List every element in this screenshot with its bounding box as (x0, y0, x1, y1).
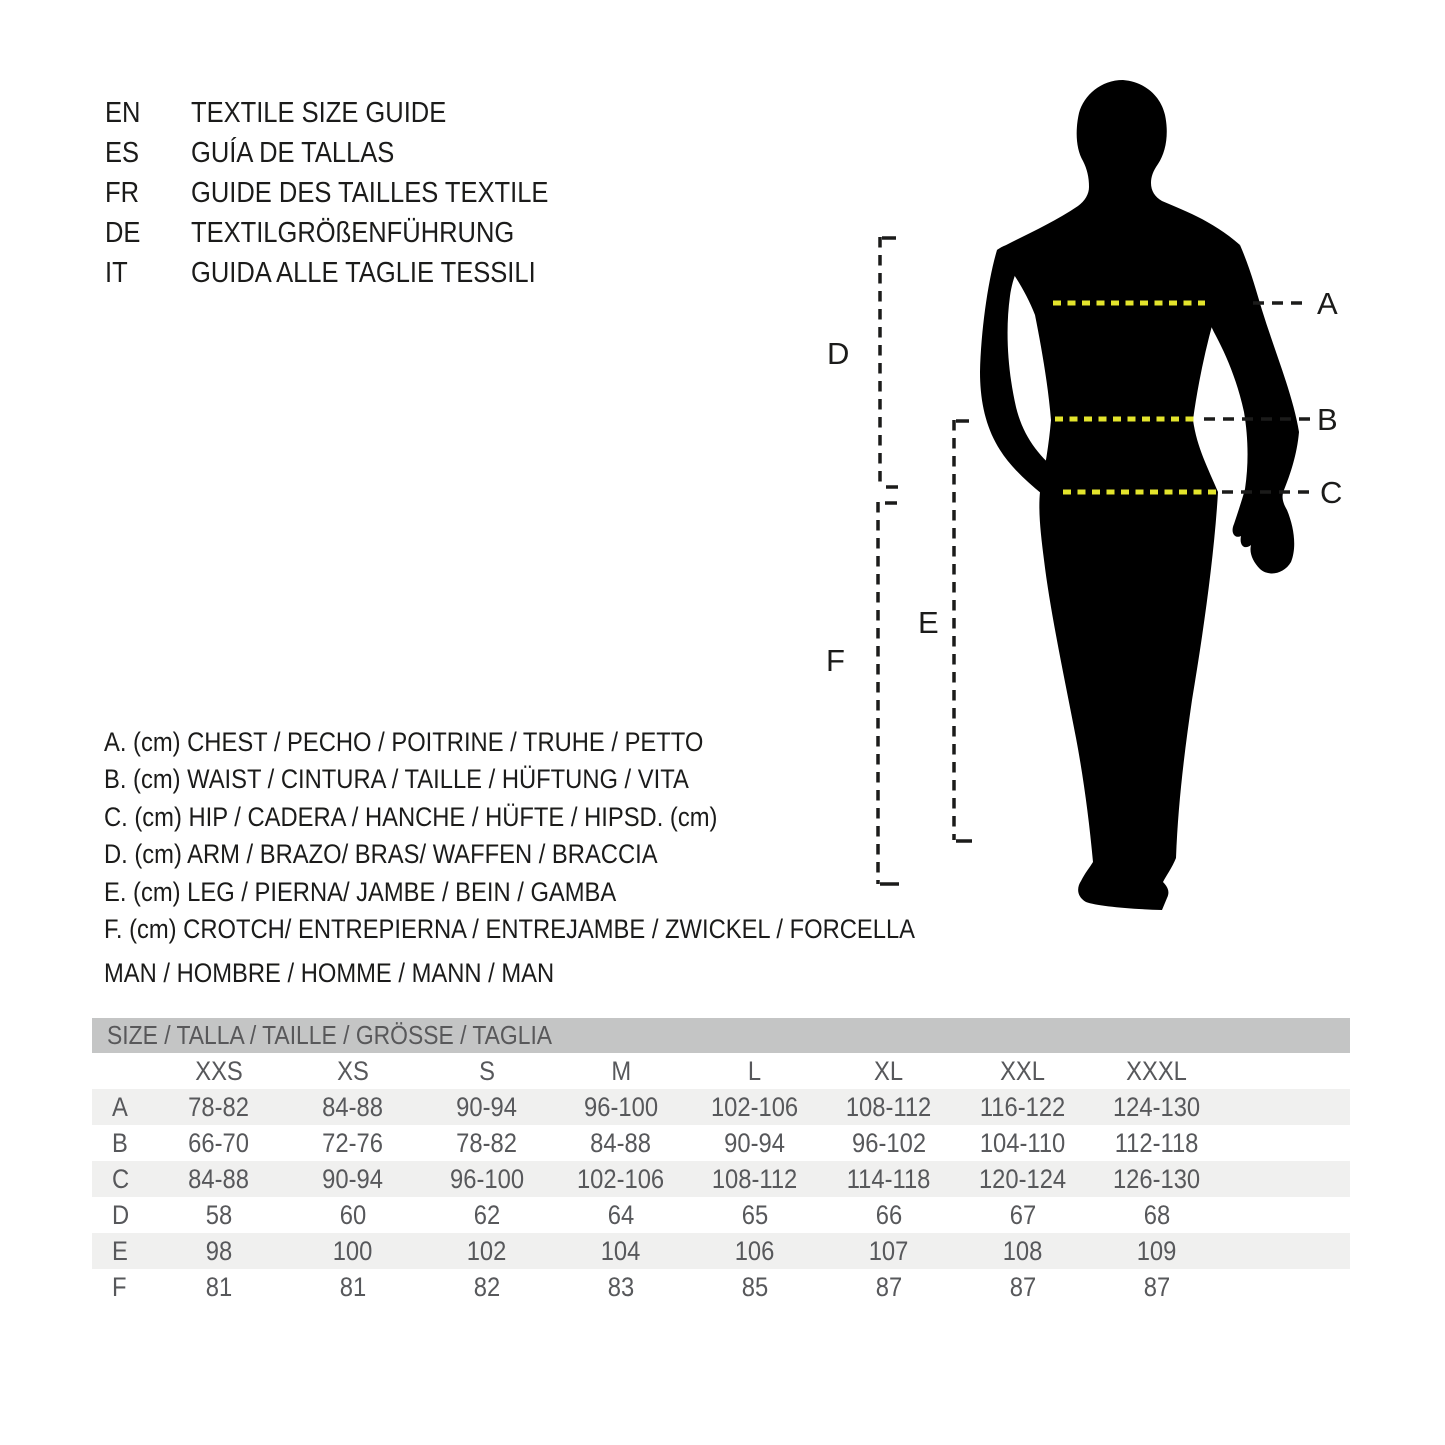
language-row-es (105, 133, 597, 173)
size-cell: 98 (205, 1235, 233, 1266)
gender-line: MAN / HOMBRE / HOMME / MANN / MAN (104, 958, 555, 988)
size-cell: 87 (1143, 1271, 1171, 1302)
size-cell: 84-88 (322, 1091, 384, 1122)
table-row-crotch (92, 1269, 1350, 1305)
column-header-xxxl: XXXL (1126, 1055, 1188, 1086)
size-cell: 90-94 (724, 1127, 786, 1158)
column-header-xs: XS (337, 1055, 369, 1086)
size-cell: 104 (601, 1235, 641, 1266)
language-code: EN (105, 97, 141, 129)
language-title-block (105, 93, 597, 293)
size-cell: 126-130 (1113, 1163, 1201, 1194)
table-row-waist (92, 1125, 1350, 1161)
size-cell: 66 (875, 1199, 903, 1230)
size-cell: 104-110 (980, 1127, 1066, 1158)
size-cell: 96-100 (583, 1091, 658, 1122)
size-cell: 67 (1009, 1199, 1037, 1230)
legend-item-crotch: F. (cm) CROTCH/ ENTREPIERNA / ENTREJAMBE / ZWICKEL / FORCELLA (104, 914, 916, 945)
size-cell: 65 (741, 1199, 769, 1230)
size-cell: 66-70 (188, 1127, 250, 1158)
size-cell: 82 (473, 1271, 501, 1302)
size-cell: 108-112 (712, 1163, 798, 1194)
guide-title-es: GUÍA DE TALLAS (191, 137, 395, 169)
size-table-title: SIZE / TALLA / TAILLE / GRÖSSE / TAGLIA (107, 1020, 553, 1050)
language-row-it (105, 253, 597, 293)
arm-marker-label: D (827, 336, 850, 371)
language-code: ES (105, 137, 140, 169)
crotch-marker-label: F (826, 643, 845, 678)
leg-marker-label: E (918, 605, 939, 640)
size-cell: 85 (741, 1271, 769, 1302)
size-table-titlebar (92, 1018, 1350, 1053)
size-cell: 102 (467, 1235, 507, 1266)
column-header-l: L (748, 1055, 762, 1086)
size-cell: 116-122 (980, 1091, 1066, 1122)
size-cell: 114-118 (847, 1163, 931, 1194)
guide-title-de: TEXTILGRÖßENFÜHRUNG (191, 217, 515, 249)
legend-item-waist: B. (cm) WAIST / CINTURA / TAILLE / HÜFTUNG / VITA (104, 764, 689, 795)
guide-title-it: GUIDA ALLE TAGLIE TESSILI (191, 257, 536, 289)
language-code: DE (105, 217, 141, 249)
hip-marker-label: C (1320, 475, 1343, 510)
size-cell: 96-102 (851, 1127, 926, 1158)
man-silhouette-right-arm (1203, 245, 1299, 573)
size-cell: 84-88 (590, 1127, 652, 1158)
legend-item-hip: C. (cm) HIP / CADERA / HANCHE / HÜFTE / HIPSD. (cm) (104, 801, 718, 832)
row-label: B (112, 1127, 128, 1158)
table-row-hip (92, 1161, 1350, 1197)
legend-item-leg: E. (cm) LEG / PIERNA/ JAMBE / BEIN / GAMBA (104, 876, 617, 907)
table-row-arm (92, 1197, 1350, 1233)
size-cell: 87 (875, 1271, 903, 1302)
size-cell: 62 (473, 1199, 501, 1230)
language-row-en (105, 93, 597, 133)
measurement-legend (104, 724, 1026, 948)
size-cell: 78-82 (188, 1091, 250, 1122)
size-cell: 87 (1009, 1271, 1037, 1302)
size-cell: 90-94 (456, 1091, 518, 1122)
column-header-m: M (611, 1055, 631, 1086)
guide-title-en: TEXTILE SIZE GUIDE (191, 97, 447, 129)
size-cell: 100 (333, 1235, 373, 1266)
size-cell: 64 (607, 1199, 635, 1230)
size-cell: 108 (1003, 1235, 1043, 1266)
size-cell: 124-130 (1113, 1091, 1201, 1122)
column-header-xl: XL (874, 1055, 904, 1086)
size-cell: 107 (869, 1235, 909, 1266)
size-cell: 112-118 (1115, 1127, 1199, 1158)
size-cell: 108-112 (846, 1091, 932, 1122)
waist-marker-label: B (1317, 402, 1338, 437)
size-cell: 60 (339, 1199, 367, 1230)
row-label: E (112, 1235, 128, 1266)
language-row-fr (105, 173, 597, 213)
column-header-xxs: XXS (195, 1055, 243, 1086)
table-row-leg (92, 1233, 1350, 1269)
size-cell: 120-124 (979, 1163, 1067, 1194)
size-cell: 96-100 (449, 1163, 524, 1194)
size-cell: 81 (205, 1271, 233, 1302)
row-label: A (112, 1091, 128, 1122)
size-cell: 78-82 (456, 1127, 518, 1158)
size-table-header-row (92, 1053, 1350, 1089)
size-cell: 83 (607, 1271, 635, 1302)
row-label: D (112, 1199, 130, 1230)
language-code: IT (105, 257, 128, 289)
row-label: C (112, 1163, 130, 1194)
size-cell: 90-94 (322, 1163, 384, 1194)
legend-item-chest: A. (cm) CHEST / PECHO / POITRINE / TRUHE / PETTO (104, 727, 704, 757)
size-cell: 109 (1137, 1235, 1177, 1266)
column-header-s: S (479, 1055, 495, 1086)
man-silhouette-body (997, 80, 1240, 910)
size-cell: 84-88 (188, 1163, 250, 1194)
column-header-xxl: XXL (1000, 1055, 1046, 1086)
size-cell: 68 (1143, 1199, 1171, 1230)
chest-marker-label: A (1317, 286, 1338, 321)
size-cell: 102-106 (577, 1163, 665, 1194)
table-row-chest (92, 1089, 1350, 1125)
size-cell: 58 (205, 1199, 233, 1230)
language-row-de (105, 213, 597, 253)
legend-item-arm: D. (cm) ARM / BRAZO/ BRAS/ WAFFEN / BRACCIA (104, 839, 658, 870)
size-cell: 102-106 (711, 1091, 799, 1122)
size-cell: 106 (735, 1235, 775, 1266)
size-cell: 81 (339, 1271, 367, 1302)
row-label: F (112, 1271, 127, 1302)
guide-title-fr: GUIDE DES TAILLES TEXTILE (191, 177, 549, 209)
size-cell: 72-76 (322, 1127, 384, 1158)
size-table (92, 1018, 1350, 1305)
language-code: FR (105, 177, 140, 209)
